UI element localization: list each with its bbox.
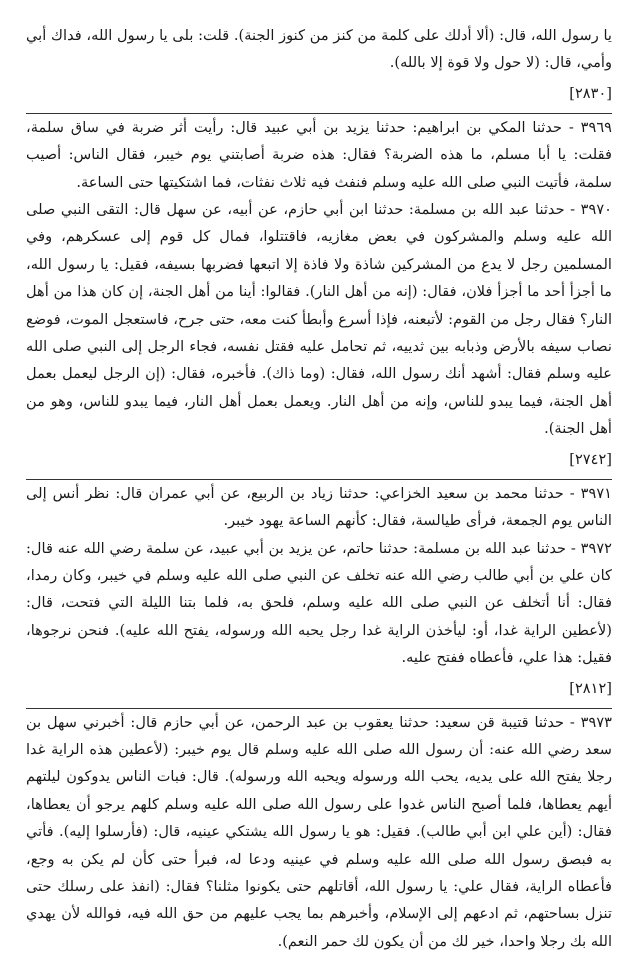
hadith-paragraph: ٣٩٧٣ - حدثنا قتيبة قن سعيد: حدثنا يعقوب بن عبد الرحمن، عن أبي حازم قال: أخبرني سهل بن سعد رضي الله عنه: أن رسول الله صلى الله عليه وسلم قال يوم خيبر: (لأعطين هذه الراية غدا رجلا يفتح الله على يديه، يحب الله ورسوله ويحبه الله ورسوله). قال: فبات الناس يدوكون ليلتهم أيهم يعطاها، فلما أصبح الناس غدوا على رسول الله صلى الله عليه وسلم كلهم يرجو أن يعطاها، فقال: (أين علي ابن أبي طالب). فقيل: هو يا رسول الله يشتكي عينيه، قال: (فأرسلوا إليه). فأتي به فبصق رسول الله صلى الله عليه وسلم في عينيه ودعا له، فبرأ حتى كأن لم يكن به وجع، فأعطاه الراية، فقال علي: يا رسول الله، أقاتلهم حتى يكونوا مثلنا؟ فقال: (انفذ على رسلك حتى تنزل بساحتهم، ثم ادعهم إلى الإسلام، وأخبرهم بما يجب عليهم من حق الله فيه، فوالله لأن يهدي الله بك رجلا واحدا، خير لك من أن يكون لك حمر النعم).	[26, 713, 612, 950]
reference-marker: [٢٧٤٢]	[26, 445, 612, 480]
hadith-paragraph: ٣٩٦٩ - حدثنا المكي بن ابراهيم: حدثنا يزيد بن أبي عبيد قال: رأيت أثر ضربة في ساق سلمة، فقلت: يا أبا مسلم، ما هذه الضربة؟ فقال: هذه ضربة أصابتني يوم خيبر، فقال الناس: أصيب سلمة، فأتيت النبي صلى الله عليه وسلم فنفث فيه ثلاث نفثات، فما اشتكيتها حتى الساعة.	[26, 118, 612, 191]
reference-marker: [٢٨٣٠]	[26, 79, 612, 114]
hadith-paragraph: ٣٩٧٢ - حدثنا عبد الله بن مسلمة: حدثنا حاتم، عن يزيد بن أبي عبيد، عن سلمة رضي الله عنه قال: كان علي بن أبي طالب رضي الله عنه تخلف عن النبي صلى الله عليه وسلم في خيبر، وكان رمدا، فقال: أنا أتخلف عن النبي صلى الله عليه وسلم، فلحق به، فلما بتنا الليلة التي فتحت، قال: (لأعطين الراية غدا، أو: ليأخذن الراية غدا رجل يحبه الله ورسوله، يفتح الله عليه). فنحن نرجوها، فقيل: هذا علي، فأعطاه ففتح عليه.	[26, 539, 612, 667]
hadith-paragraph: ٣٩٧١ - حدثنا محمد بن سعيد الخزاعي: حدثنا زياد بن الربيع، عن أبي عمران قال: نظر أنس إلى الناس يوم الجمعة، فرأى طيالسة، فقال: كأنهم الساعة يهود خيبر.	[26, 484, 612, 530]
paragraph: يا رسول الله، قال: (ألا أدلك على كلمة من كنز من كنوز الجنة). قلت: بلى يا رسول الله، فداك أبي وأمي، قال: (لا حول ولا قوة إلا بالله).	[26, 27, 612, 72]
hadith-paragraph: ٣٩٧٠ - حدثنا عبد الله بن مسلمة: حدثنا ابن أبي حازم، عن أبيه، عن سهل قال: التقى النبي صلى الله عليه وسلم والمشركون في بعض مغازيه، فاقتتلوا، فمال كل قوم إلى عسكرهم، وفي المسلمين رجل لا يدع من المشركين شاذة ولا فاذة إلا اتبعها فضربها بسيفه، فقيل: يا رسول الله، ما أجزأ أحد ما أجزأ فلان، فقال: (إنه من أهل النار). فقالوا: أينا من أهل الجنة، إن كان هذا من أهل النار؟ فقال رجل من القوم: لأتبعنه، فإذا أسرع وأبطأ كنت معه، حتى جرح، فاستعجل الموت، فوضع نصاب سيفه بالأرض وذبابه بين ثدييه، ثم تحامل عليه فقتل نفسه، فجاء الرجل إلى النبي صلى الله عليه وسلم فقال: أشهد أنك رسول الله، فقال: (وما ذاك). فأخبره، فقال: (إن الرجل ليعمل بعمل أهل الجنة، فيما يبدو للناس، وإنه من أهل النار. ويعمل بعمل أهل النار، فيما يبدو للناس، وهو من أهل الجنة).	[26, 201, 612, 438]
reference-marker: [٢٨١٢]	[26, 674, 612, 709]
